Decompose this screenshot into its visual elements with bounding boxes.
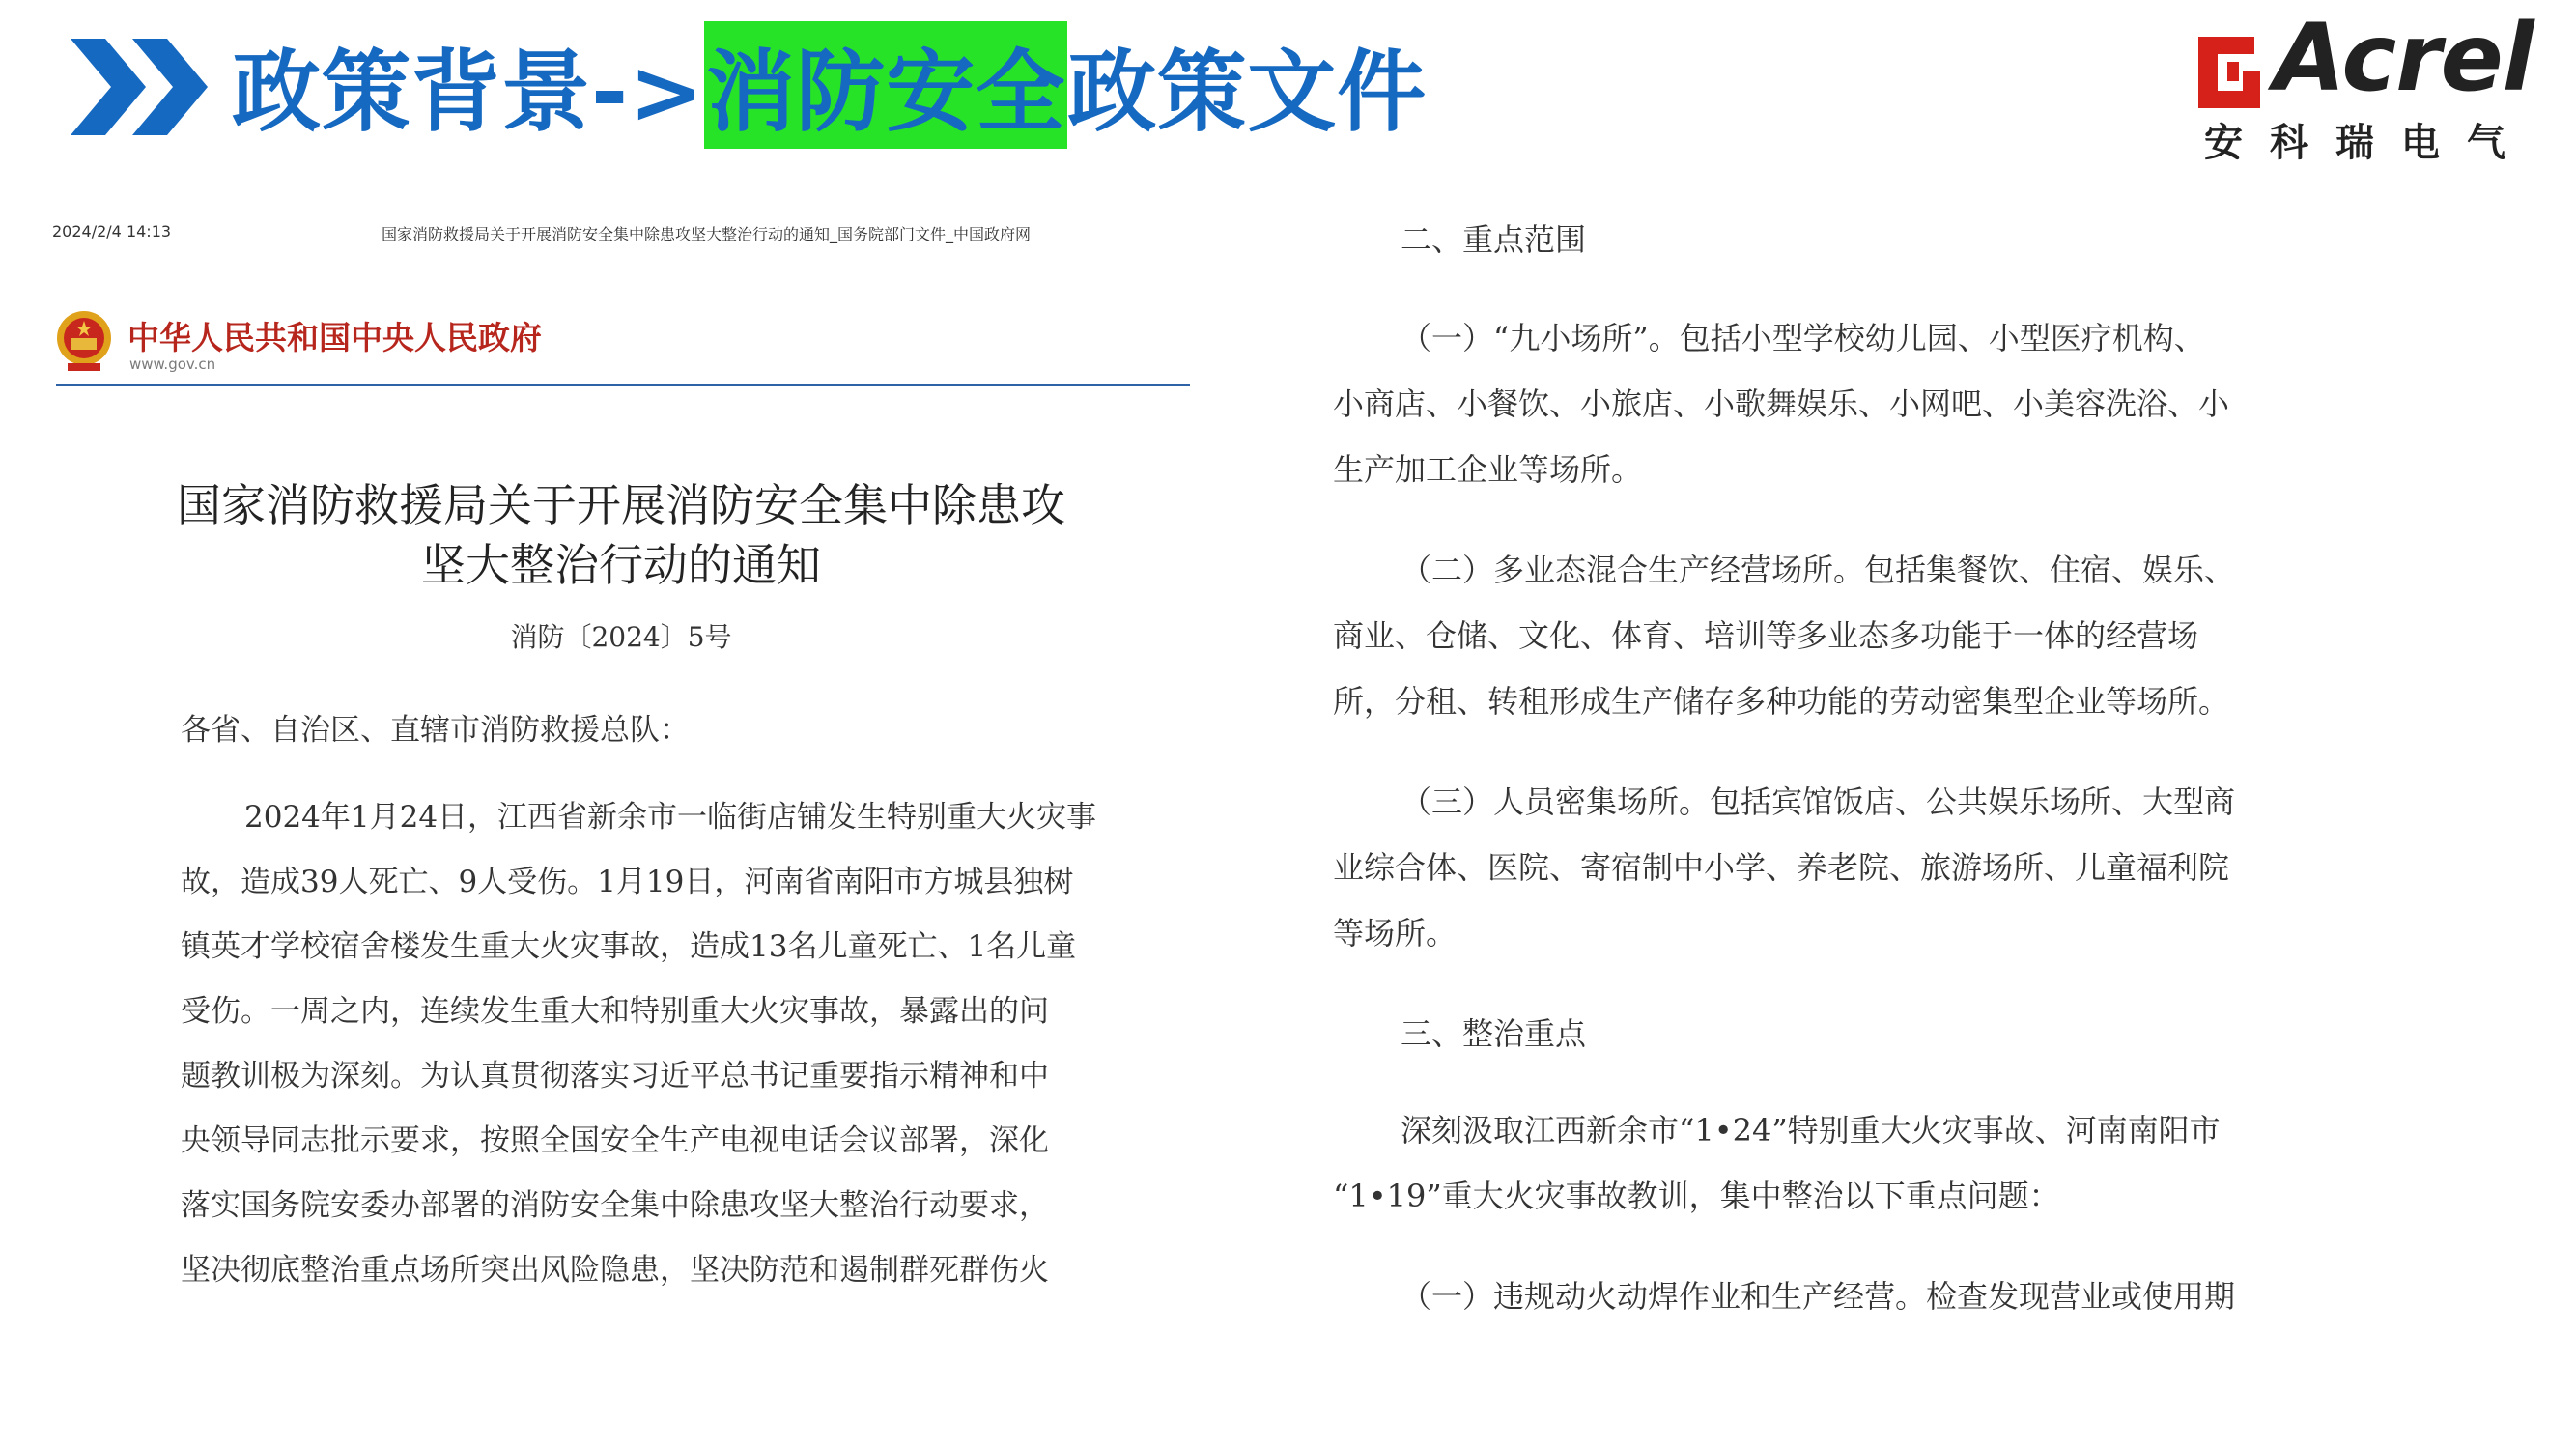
page-title (232, 27, 1427, 143)
item-line: （二）多业态混合生产经营场所。包括集餐饮、住宿、娱乐、 (1401, 552, 2236, 588)
item-line: （一）“九小场所”。包括小型学校幼儿园、小型医疗机构、 (1401, 320, 2205, 356)
header-divider (56, 384, 1190, 386)
item-line: 业综合体、医院、寄宿制中小学、养老院、旅游场所、儿童福利院 (1333, 849, 2230, 886)
body-line: 故，造成39人死亡、9人受伤。1月19日，河南省南阳市方城县独树 (181, 865, 1074, 899)
item-line: “1•19”重大火灾事故教训，集中整治以下重点问题： (1333, 1178, 2060, 1214)
title-suffix: 政策文件 (1067, 41, 1428, 144)
item-line: 生产加工企业等场所。 (1333, 451, 1643, 488)
logo-brand-cn: 安科瑞电气 (2204, 121, 2533, 165)
section-heading: 三、整治重点 (1401, 1015, 1587, 1052)
acrel-logo (2198, 4, 2534, 165)
body-line: 2024年1月24日，江西省新余市一临街店铺发生特别重大火灾事 (244, 800, 1097, 835)
item-line: 小商店、小餐饮、小旅店、小歌舞娱乐、小网吧、小美容洗浴、小 (1333, 385, 2230, 422)
body-line: 央领导同志批示要求，按照全国安全生产电视电话会议部署，深化 (181, 1123, 1049, 1158)
document-body (181, 798, 1146, 1316)
body-line: 镇英才学校宿舍楼发生重大火灾事故，造成13名儿童死亡、1名儿童 (181, 929, 1077, 964)
left-document (48, 213, 1207, 1333)
double-chevron-right-icon (71, 39, 215, 135)
acrel-logo-mark-icon (2198, 33, 2276, 110)
item-line: 所，分租、转租形成生产储存多种功能的劳动密集型企业等场所。 (1333, 683, 2230, 720)
item-line: 商业、仓储、文化、体育、培训等多业态多功能于一体的经营场 (1333, 617, 2199, 654)
item-line: 等场所。 (1333, 915, 1458, 952)
print-title: 国家消防救援局关于开展消防安全集中除患攻坚大整治行动的通知_国务院部门文件_中国政府网 (382, 225, 1032, 243)
title-highlight: 消防安全 (704, 21, 1067, 149)
gov-site-url: www.gov.cn (129, 355, 216, 373)
body-line: 题教训极为深刻。为认真贯彻落实习近平总书记重要指示精神和中 (181, 1059, 1049, 1094)
body-line: 受伤。一周之内，连续发生重大和特别重大火灾事故，暴露出的问 (181, 994, 1049, 1029)
national-emblem-icon (54, 309, 114, 373)
print-date: 2024/2/4 14:13 (52, 222, 172, 241)
item-line: （一）违规动火动焊作业和生产经营。检查发现营业或使用期 (1401, 1278, 2236, 1315)
document-title-line-1: 国家消防救援局关于开展消防安全集中除患攻 (177, 479, 1065, 531)
document-number: 消防〔2024〕5号 (510, 621, 732, 653)
gov-site-name: 中华人民共和国中央人民政府 (127, 319, 542, 356)
document-title (48, 475, 1194, 595)
right-document (1333, 213, 2531, 1352)
title-prefix: 政策背景-> (232, 41, 705, 144)
document-title-line-2: 坚大整治行动的通知 (421, 539, 821, 591)
item-line: （三）人员密集场所。包括宾馆饭店、公共娱乐场所、大型商 (1401, 783, 2236, 820)
body-line: 坚决彻底整治重点场所突出风险隐患，坚决防范和遏制群死群伤火 (181, 1253, 1049, 1288)
item-line: 深刻汲取江西新余市“1•24”特别重大火灾事故、河南南阳市 (1401, 1112, 2221, 1149)
section-heading: 二、重点范围 (1401, 221, 1587, 258)
logo-brand: Acrel (2274, 4, 2534, 112)
salutation: 各省、自治区、直辖市消防救援总队： (181, 713, 690, 748)
body-line: 落实国务院安委办部署的消防安全集中除患攻坚大整治行动要求， (181, 1188, 1049, 1223)
